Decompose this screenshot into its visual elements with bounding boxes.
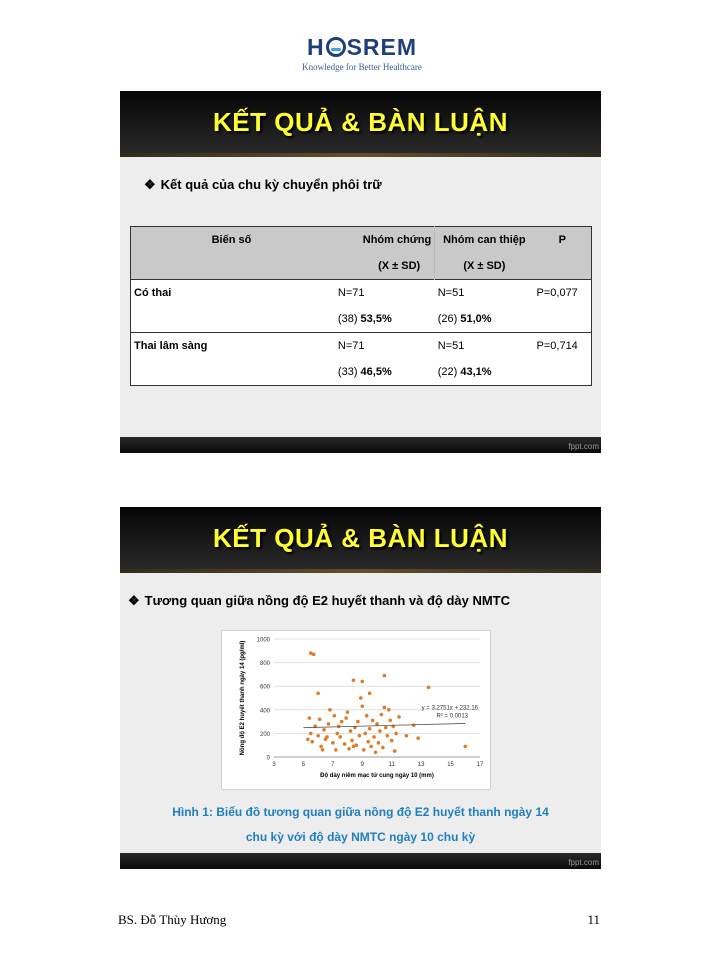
data-point bbox=[308, 716, 312, 720]
data-point bbox=[383, 674, 387, 678]
x-tick-label: 17 bbox=[476, 762, 484, 768]
header-intervention: Nhóm can thiệp bbox=[435, 227, 534, 254]
x-tick-label: 7 bbox=[331, 762, 335, 768]
data-point bbox=[388, 719, 392, 723]
data-point bbox=[383, 706, 387, 710]
data-point bbox=[338, 735, 342, 739]
diamond-bullet-icon: ❖ bbox=[144, 177, 156, 192]
p-value: P=0,077 bbox=[534, 280, 592, 307]
x-tick-label: 11 bbox=[388, 762, 395, 768]
y-tick-label: 1000 bbox=[256, 637, 270, 644]
y-tick-label: 0 bbox=[266, 755, 270, 762]
scatter-chart-container bbox=[221, 630, 491, 790]
page-number: 11 bbox=[587, 912, 600, 927]
header-control: Nhóm chứng bbox=[335, 227, 435, 254]
data-point bbox=[352, 679, 356, 683]
slide-title: KẾT QUẢ & BÀN LUẬN bbox=[213, 107, 508, 137]
data-point bbox=[378, 729, 382, 733]
header-p: P bbox=[534, 227, 592, 254]
data-point bbox=[335, 732, 339, 736]
r-squared-label: R² = 0.0013 bbox=[436, 713, 468, 720]
results-table bbox=[130, 226, 592, 386]
data-point bbox=[360, 704, 364, 708]
author-footer: BS. Đỗ Thùy Hương bbox=[118, 912, 227, 927]
data-point bbox=[331, 741, 335, 745]
control-n: N=71 bbox=[335, 280, 435, 307]
data-point bbox=[350, 739, 354, 743]
table-row bbox=[131, 306, 592, 333]
data-point bbox=[316, 691, 320, 695]
x-tick-label: 9 bbox=[360, 762, 364, 768]
data-point bbox=[334, 748, 338, 752]
bullet-text: Tương quan giữa nồng độ E2 huyết thanh và độ dày NMTC bbox=[144, 593, 511, 608]
data-point bbox=[368, 691, 372, 695]
data-point bbox=[386, 734, 390, 738]
data-point bbox=[416, 736, 420, 740]
figure-caption-line2: chu kỳ với độ dày NMTC ngày 10 chu kỳ bbox=[245, 830, 476, 844]
data-point bbox=[322, 728, 326, 732]
table-row bbox=[131, 280, 592, 307]
data-point bbox=[405, 734, 409, 738]
x-tick-label: 3 bbox=[272, 762, 276, 768]
p-value: P=0,714 bbox=[534, 333, 592, 360]
slide-footer-bar bbox=[120, 853, 601, 869]
data-point bbox=[380, 713, 384, 717]
data-point bbox=[381, 746, 385, 750]
slide-correlation-chart bbox=[120, 507, 601, 869]
table-subheader-row bbox=[131, 253, 592, 280]
data-point bbox=[321, 748, 325, 752]
intervention-pct: (26) 51,0% bbox=[437, 313, 492, 325]
data-point bbox=[306, 738, 310, 742]
data-point bbox=[390, 739, 394, 743]
data-point bbox=[366, 740, 370, 744]
data-point bbox=[309, 732, 313, 736]
data-point bbox=[319, 745, 323, 749]
data-point bbox=[427, 686, 431, 690]
logo-globe-icon bbox=[326, 37, 346, 57]
data-point bbox=[371, 719, 375, 723]
data-point bbox=[340, 720, 344, 724]
data-point bbox=[397, 715, 401, 719]
subheader-control: (X ± SD) bbox=[335, 253, 435, 280]
bullet-heading bbox=[128, 593, 510, 609]
trendline-equation: y = 3.2751x + 232.16 bbox=[421, 705, 478, 712]
data-point bbox=[325, 735, 329, 739]
row-label: Thai lâm sàng bbox=[131, 333, 335, 360]
control-pct: (38) 53,5% bbox=[337, 313, 392, 325]
intervention-n: N=51 bbox=[435, 333, 534, 360]
control-pct: (33) 46,5% bbox=[337, 366, 392, 378]
data-point bbox=[312, 653, 316, 657]
data-point bbox=[363, 732, 367, 736]
bullet-heading bbox=[144, 177, 382, 193]
data-point bbox=[384, 726, 388, 730]
data-point bbox=[362, 748, 366, 752]
data-point bbox=[374, 750, 378, 754]
slide-results-table bbox=[120, 91, 601, 453]
slide-footer-bar bbox=[120, 437, 601, 453]
header-variable: Biến số bbox=[131, 227, 335, 254]
y-axis-title: Nồng độ E2 huyết thanh ngày 14 (pg/ml) bbox=[240, 640, 246, 756]
data-point bbox=[316, 734, 320, 738]
data-point bbox=[310, 740, 314, 744]
data-point bbox=[463, 745, 467, 749]
y-tick-label: 600 bbox=[259, 684, 270, 691]
data-point bbox=[328, 708, 332, 712]
hosrem-logo bbox=[296, 34, 428, 72]
data-point bbox=[369, 745, 373, 749]
data-point bbox=[387, 708, 391, 712]
data-point bbox=[343, 742, 347, 746]
data-point bbox=[356, 720, 360, 724]
control-n: N=71 bbox=[335, 333, 435, 360]
diamond-bullet-icon: ❖ bbox=[128, 593, 140, 608]
data-point bbox=[347, 747, 351, 751]
x-tick-label: 15 bbox=[447, 762, 454, 768]
data-point bbox=[359, 696, 363, 700]
x-axis-title: Độ dày niêm mạc tử cung ngày 10 (mm) bbox=[320, 773, 434, 779]
data-point bbox=[349, 729, 353, 733]
x-tick-label: 5 bbox=[301, 762, 306, 768]
row-label: Có thai bbox=[131, 280, 335, 307]
data-point bbox=[352, 745, 356, 749]
y-tick-label: 800 bbox=[259, 661, 270, 668]
data-point bbox=[346, 710, 350, 714]
data-point bbox=[344, 716, 348, 720]
data-point bbox=[365, 714, 369, 718]
table-row bbox=[131, 333, 592, 360]
intervention-n: N=51 bbox=[435, 280, 534, 307]
logo-wordmark: H SREM bbox=[306, 34, 418, 60]
data-point bbox=[360, 680, 364, 684]
data-point bbox=[375, 722, 379, 726]
logo-tagline: Knowledge for Better Healthcare bbox=[302, 62, 422, 72]
intervention-pct: (22) 43,1% bbox=[437, 366, 492, 378]
data-point bbox=[318, 717, 322, 721]
data-point bbox=[327, 722, 331, 726]
table-row bbox=[131, 359, 592, 386]
data-point bbox=[394, 732, 398, 736]
data-point bbox=[333, 714, 337, 718]
subheader-intervention: (X ± SD) bbox=[435, 253, 534, 280]
table-header-row bbox=[131, 227, 592, 254]
y-tick-label: 200 bbox=[259, 731, 270, 738]
data-point bbox=[377, 741, 381, 745]
watermark: fppt.com bbox=[568, 858, 599, 867]
y-tick-label: 400 bbox=[259, 708, 270, 715]
data-point bbox=[368, 727, 372, 731]
data-point bbox=[393, 749, 397, 753]
data-point bbox=[372, 735, 376, 739]
watermark: fppt.com bbox=[568, 442, 599, 451]
slide-title: KẾT QUẢ & BÀN LUẬN bbox=[213, 523, 508, 553]
figure-caption-line1: Hình 1: Biểu đồ tương quan giữa nồng độ E2 huyết thanh ngày 14 bbox=[172, 805, 549, 819]
bullet-text: Kết quả của chu kỳ chuyển phôi trữ bbox=[160, 177, 382, 192]
scatter-chart bbox=[222, 631, 490, 789]
data-point bbox=[358, 734, 362, 738]
x-tick-label: 13 bbox=[417, 762, 425, 768]
